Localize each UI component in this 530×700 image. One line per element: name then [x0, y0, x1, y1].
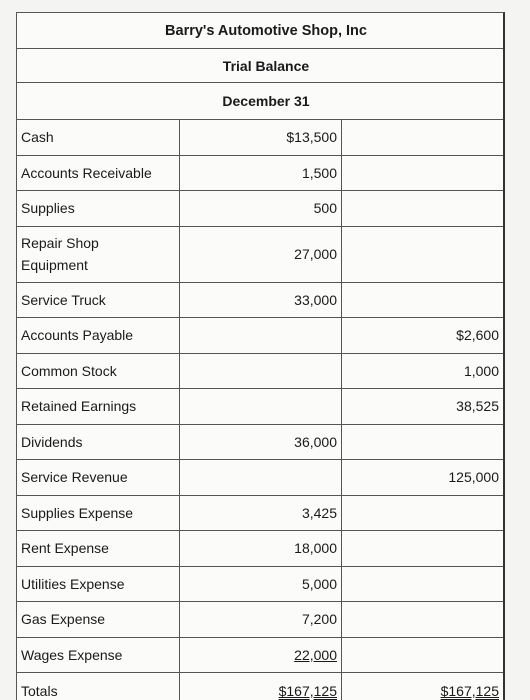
table-row: [17, 460, 503, 496]
credit-amount: [342, 602, 503, 637]
debit-amount: 3,425: [180, 496, 342, 531]
debit-amount: $13,500: [180, 120, 342, 155]
debit-amount: 7,200: [180, 602, 342, 637]
table-row: [17, 120, 503, 156]
debit-amount: 33,000: [180, 283, 342, 318]
debit-amount: 5,000: [180, 567, 342, 602]
debit-amount: 27,000: [180, 227, 342, 282]
table-row: [17, 191, 503, 227]
account-name: Wages Expense: [17, 638, 180, 673]
debit-amount-value: 22,000: [294, 646, 337, 663]
credit-amount: 1,000: [463, 362, 499, 379]
table-row: [17, 354, 503, 390]
debit-amount: 1,500: [180, 156, 342, 191]
credit-amount: [342, 531, 503, 566]
credit-amount: [342, 638, 503, 673]
credit-amount: [342, 425, 503, 460]
debit-amount: [180, 389, 342, 424]
credit-amount: [342, 191, 503, 226]
account-name: Supplies: [17, 191, 180, 226]
debit-amount: 18,000: [180, 531, 342, 566]
account-name: Rent Expense: [17, 531, 180, 566]
table-row: [17, 389, 503, 425]
total-credit-value: $167,125: [440, 683, 499, 699]
table-row: [17, 638, 503, 674]
table-row: [17, 425, 503, 461]
table-row: [17, 283, 503, 319]
account-name: Supplies Expense: [17, 496, 180, 531]
debit-amount: [180, 460, 342, 495]
credit-amount: 125,000: [448, 469, 499, 486]
account-name: Gas Expense: [17, 602, 180, 637]
credit-amount: [342, 567, 503, 602]
debit-amount: 36,000: [180, 425, 342, 460]
account-name: Repair Shop Equipment: [17, 227, 180, 282]
credit-amount: [342, 496, 503, 531]
statement-date: December 31: [17, 83, 503, 120]
account-name: Dividends: [17, 425, 180, 460]
table-row: [17, 496, 503, 532]
table-row: [17, 227, 503, 283]
table-row: [17, 318, 503, 354]
table-row: [17, 156, 503, 192]
credit-amount: $2,600: [456, 327, 499, 344]
account-name: Accounts Receivable: [17, 156, 180, 191]
total-debit-value: $167,125: [278, 683, 337, 699]
credit-amount: [342, 156, 503, 191]
account-name: Common Stock: [17, 354, 180, 389]
trial-balance-sheet: [16, 12, 505, 700]
total-debit: [180, 673, 342, 700]
table-row: [17, 602, 503, 638]
statement-title: Trial Balance: [17, 49, 503, 83]
credit-amount: [342, 283, 503, 318]
total-credit: [342, 673, 503, 700]
credit-amount: 38,525: [456, 398, 499, 415]
account-name: Cash: [17, 120, 180, 155]
debit-amount: [180, 354, 342, 389]
account-name: Retained Earnings: [17, 389, 180, 424]
debit-amount: [180, 638, 342, 673]
company-name: Barry's Automotive Shop, Inc: [17, 13, 503, 49]
account-name: Utilities Expense: [17, 567, 180, 602]
account-name: Accounts Payable: [17, 318, 180, 353]
totals-label: Totals: [17, 673, 180, 700]
credit-amount: [342, 227, 503, 282]
table-row: [17, 531, 503, 567]
debit-amount: 500: [180, 191, 342, 226]
table-row: [17, 567, 503, 603]
debit-amount: [180, 318, 342, 353]
account-name: Service Revenue: [17, 460, 180, 495]
totals-row: [17, 673, 503, 700]
credit-amount: [342, 120, 503, 155]
account-name: Service Truck: [17, 283, 180, 318]
